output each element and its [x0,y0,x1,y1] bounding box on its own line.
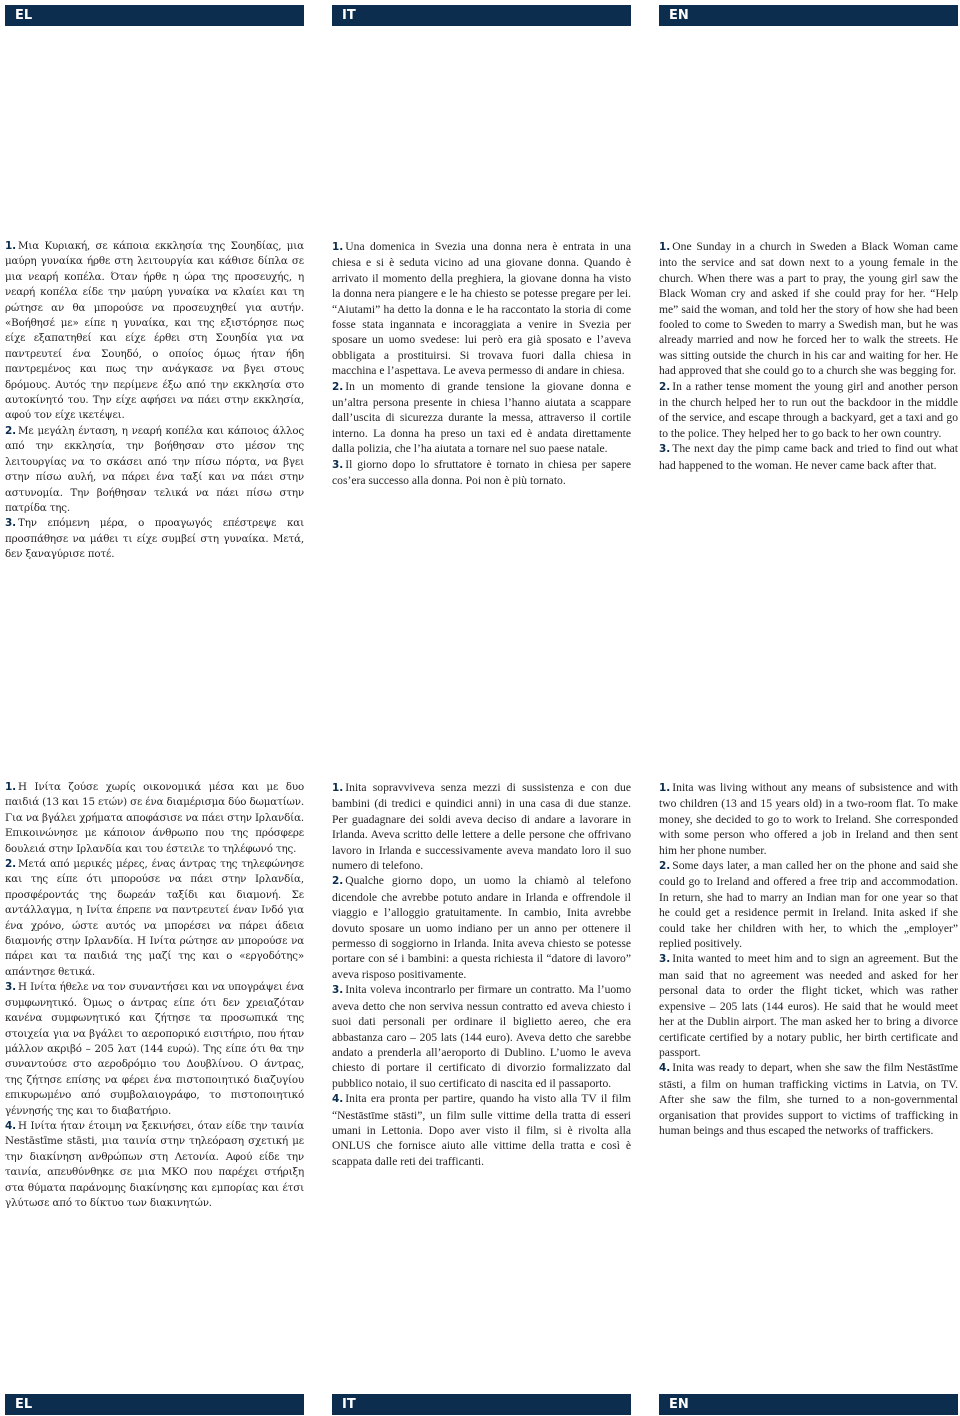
paragraph-text: In a rather tense moment the young girl and another person in the church helped her to run out the backdoor in the middle of the service, and escape through a backyard, get a taxi and go to the police. They helped her to go back to her own country. [659,379,958,440]
paragraph [659,379,958,442]
paragraph [659,951,958,1060]
paragraph-number: 2. [5,424,16,437]
paragraph-number: 2. [659,380,671,393]
paragraph-number: 4. [659,1062,671,1075]
paragraph [332,982,631,1091]
paragraph [659,441,958,473]
footer-tab-it: IT [332,1394,631,1415]
paragraph-text: Some days later, a man called her on the phone and said she could go to Ireland and offered a free trip and accommodation. In return, she had to marry an Indian man for one year so that he could get a residence permit in Ireland. Inita asked if she could take her children with her, to which the „employer” replied positively. [659,859,958,951]
paragraph-number: 1. [659,782,671,794]
paragraph-number: 1. [332,241,344,253]
story1-column-it [332,239,631,489]
paragraph-number: 2. [659,860,671,873]
paragraph-text: In un momento di grande tensione la giovane donna e un’altra persona presente in chiesa l’hanno aiutata a scappare dall’uscita di sicurezza durante la messa, attraverso il cortile interno. La donna ha preso un taxi ed è andata direttamente dalla polizia, che l’ha aiutata a tornare nel suo paese natale. [332,379,631,456]
paragraph [332,780,631,873]
paragraph-text: Inita was ready to depart, when she saw the film Nestāstīme stāsti, a film on human trafficking victims in Latvia, on TV. After she saw the film, she turned to a non-governmental organisation that provides support to victims of trafficking in human beings and thus escaped the networks of traffickers. [659,1061,958,1137]
paragraph [659,780,958,858]
paragraph-number: 2. [332,380,344,393]
paragraph-text: One Sunday in a church in Sweden a Black Woman came into the service and sat down next to a young female in the church. When there was a part to pray, the young girl saw the Black Woman cry and asked if she could pray for her. “Help me” said the woman, and told her the story of how she had been fooled to come to Sweden to marry a Swedish man, but he was already married and now he forced her to walk the streets. He was sitting outside the church in his car and waiting for her. He had approved that she could go to a church she was begging for. [659,240,958,378]
paragraph-number: 3. [332,458,344,471]
story1-column-el [5,239,304,563]
paragraph-number: 2. [332,875,344,888]
footer-tab-el: EL [5,1394,304,1415]
paragraph [659,1060,958,1138]
paragraph [332,873,631,982]
paragraph-text: Qualche giorno dopo, un uomo la chiamò al telefono dicendole che avrebbe potuto andare in Irlanda e offrendole il viaggio e l’alloggio gratuitamente. In cambio, Inita avrebbe dovuto sposare un uomo indiano per un anno per ottenere il permesso di soggiorno in Irlanda. Inita aveva chiesto se potesse portare con sé i bambini: a questa richiesta il “datore di lavoro” aveva risposo positivamente. [332,874,631,981]
paragraph-number: 1. [659,241,671,253]
paragraph-number: 3. [5,517,16,530]
paragraph-number: 3. [332,984,344,997]
paragraph-text: Η Ινίτα ήθελε να τον συναντήσει και να υπογράψει ένα συμφωνητικό. Όμως ο άντρας είπε ότι δεν χρειαζόταν κανένα συμφωνητικό και ζήτησε τα προσωπικά της στοιχεία για να βγάλει το αεροπορικό εισιτήριο, που ήταν μάλλον ακριβό – 205 λατ (144 ευρώ). Της είπε ότι θα την συναντούσε στο αεροδρόμιο του Δουβλίνου. Ο άντρας, της ζήτησε επίσης να φέρει ένα πιστοποιητικό διαζυγίου επικυρωμένο από συμβολαιογράφο, το πιστοποιητικό γέννησής της και το διαβατήριο. [5,981,304,1117]
paragraph-number: 4. [5,1119,16,1132]
paragraph-text: Una domenica in Svezia una donna nera è entrata in una chiesa e si è seduta vicino ad una giovane donna. Quando è arrivato il momento della preghiera, la giovane donna ha visto la donna nera piangere e le ha chiesto se potesse pregare per lei. “Aiutami” ha detto la donna e le ha raccontato la storia di come fosse stata ingannata e incoraggiata a venire in Svezia per sposare un uomo svedese: lui però era già sposato e l’aveva obbligata a prostituirsi. Si trovava fuori dalla chiesa in macchina e l’aspettava. Le aveva permesso di andare in chiesa. [332,240,631,378]
paragraph-text: Inita era pronta per partire, quando ha visto alla TV il film “Nestāstīme stāsti”, un film sulle vittime della tratta di esseri umani in Lettonia. Dopo aver visto il film, si è rivolta alla ONLUS che fornisce aiuto alle vittime della tratta e così è scappata dalle reti dei trafficanti. [332,1092,631,1168]
paragraph-number: 1. [332,782,344,794]
paragraph [332,1091,631,1169]
paragraph [5,424,304,516]
paragraph-text: Inita wanted to meet him and to sign an agreement. But the man said that no agreement was needed and asked for her personal data to order the flight ticket, which was rather expensive – 205 lats (144 euros). He said that he would meet her at the Dublin airport. The man asked her to bring a divorce certificate certified by a notary public, her birth certificate and passport. [659,952,958,1059]
paragraph [332,239,631,379]
paragraph [5,857,304,980]
paragraph [5,980,304,1119]
paragraph [332,379,631,457]
paragraph-number: 1. [5,240,16,252]
header-tab-en: EN [659,5,958,26]
paragraph-number: 3. [5,981,16,994]
paragraph-number: 3. [659,953,671,966]
paragraph [5,1119,304,1211]
header-tab-el: EL [5,5,304,26]
paragraph-number: 4. [332,1093,344,1106]
paragraph-text: Την επόμενη μέρα, ο προαγωγός επέστρεψε και προσπάθησε να μάθει τι είχε συμβεί στη γυναίκα. Μετά, δεν ξαναγύρισε ποτέ. [5,517,304,561]
paragraph-text: Inita voleva incontrarlo per firmare un contratto. Ma l’uomo aveva detto che non serviva nessun contratto ed aveva chiesto i suoi dati personali per ordinare il biglietto aereo, che era abbastanza caro – 205 lats (144 euro). Aveva detto che sarebbe andato a prenderla all’aeroporto di Dublino. L’uomo le aveva chiesto di portare il certificato di divorzio formalizzato dal pubblico notaio, il suo certificato di nascita ed il passaporto. [332,983,631,1090]
paragraph-text: Inita sopravviveva senza mezzi di sussistenza e con due bambini (di tredici e quindici anni) in una casa di due stanze. Per guadagnare dei soldi aveva deciso di andare a lavorare in Irlanda. Aveva scritto delle lettere a delle persone che offrivano lavoro in Irlanda e successivamente aveva mandato loro il suo numero di telefono. [332,781,631,873]
story2-column-it [332,780,631,1169]
paragraph-text: The next day the pimp came back and tried to find out what had happened to the woman. He never came back after that. [659,442,958,472]
paragraph-number: 3. [659,443,671,456]
story1-column-en [659,239,958,473]
paragraph-text: Η Ινίτα ήταν έτοιμη να ξεκινήσει, όταν είδε την ταινία Nestāstīme stāsti, μια ταινία στην τηλεόραση σχετική με την διακίνηση ανθρώπων στη Λετονία. Αφού είδε την ταινία, απευθύνθηκε σε μια ΜΚΟ που παρέχει στήριξη στα θύματα παράνομης διακίνησης και εμπορίας και έτσι γλύτωσε από το δίκτυο των διακινητών. [5,1119,304,1209]
paragraph-text: Με μεγάλη ένταση, η νεαρή κοπέλα και κάποιος άλλος από την εκκλησία, την βοήθησαν στο μέσον της λειτουργίας να το σκάσει από την πίσω πόρτα, να βγει στην πίσω αυλή, να πάρει ένα ταξί και να πάει στην αστυνομία. Την βοήθησαν τελικά να πάει πίσω στην πατρίδα της. [5,424,304,514]
paragraph-text: Inita was living without any means of subsistence and with two children (13 and 15 years old) in a two-room flat. To make money, she decided to go to work to Ireland. She corresponded with some person who offered a job in Ireland and then sent him her phone number. [659,781,958,857]
paragraph-text: Η Ινίτα ζούσε χωρίς οικονομικά μέσα και με δυο παιδιά (13 και 15 ετών) σε ένα διαμέρισμα δύο δωματίων. Για να βγάλει χρήματα αποφάσισε να πάει στην Ιρλανδία. Επικοινώνησε με κάποιον άνθρωπο που της πρόσφερε δουλειά στην Ιρλανδία και του έστειλε το τηλέφωνό της. [5,781,304,855]
paragraph [5,516,304,562]
paragraph-text: Μετά από μερικές μέρες, ένας άντρας της τηλεφώνησε και της είπε ότι μπορούσε να πάει στην Ιρλανδία, προσφέροντάς της δωρεάν ταξίδι και διαμονή. Σε αντάλλαγμα, η Ινίτα έπρεπε να παντρευτεί έναν Ινδό για ένα χρόνο, ώστε αυτός να μπορέσει να πάρει άδεια διαμονής στην Ιρλανδία. Η Ινίτα ρώτησε αν μπορούσε να πάρει και τα παιδιά της μαζί της και ο «εργοδότης» απάντησε θετικά. [5,858,304,978]
paragraph-text: Μια Κυριακή, σε κάποια εκκλησία της Σουηδίας, μια μαύρη γυναίκα ήρθε στη λειτουργία και κάθισε δίπλα σε μια νεαρή κοπέλα. Όταν ήρθε η ώρα της προσευχής, η νεαρή κοπέλα είδε την μαύρη γυναίκα να κλαίει και τη ρώτησε αν θα μπορούσε να προσευχηθεί για αυτήν. «Βοήθησέ με» είπε η γυναίκα, και της εξιστόρησε πως είχε εξαπατηθεί και είχε έρθει στη Σουηδία για να παντρευτεί ένα Σουηδό, ο οποίος όμως ήταν ήδη παντρεμένος και πως την ανάγκασε να βγει στους δρόμους. Αυτός την περίμενε έξω από την εκκλησία στο αυτοκίνητό του. Την είχε αφήσει να πάει στην εκκλησία, αφού τον είχε ικετέψει. [5,240,304,422]
header-tab-it: IT [332,5,631,26]
paragraph-number: 2. [5,858,16,871]
paragraph [5,780,304,857]
paragraph [5,239,304,424]
story2-column-en [659,780,958,1138]
paragraph [332,457,631,489]
story2-column-el [5,780,304,1211]
paragraph-text: Il giorno dopo lo sfruttatore è tornato in chiesa per sapere cos’era successo alla donna. Poi non è più tornato. [332,457,631,488]
paragraph [659,239,958,379]
footer-tab-en: EN [659,1394,958,1415]
paragraph [659,858,958,951]
paragraph-number: 1. [5,781,16,793]
